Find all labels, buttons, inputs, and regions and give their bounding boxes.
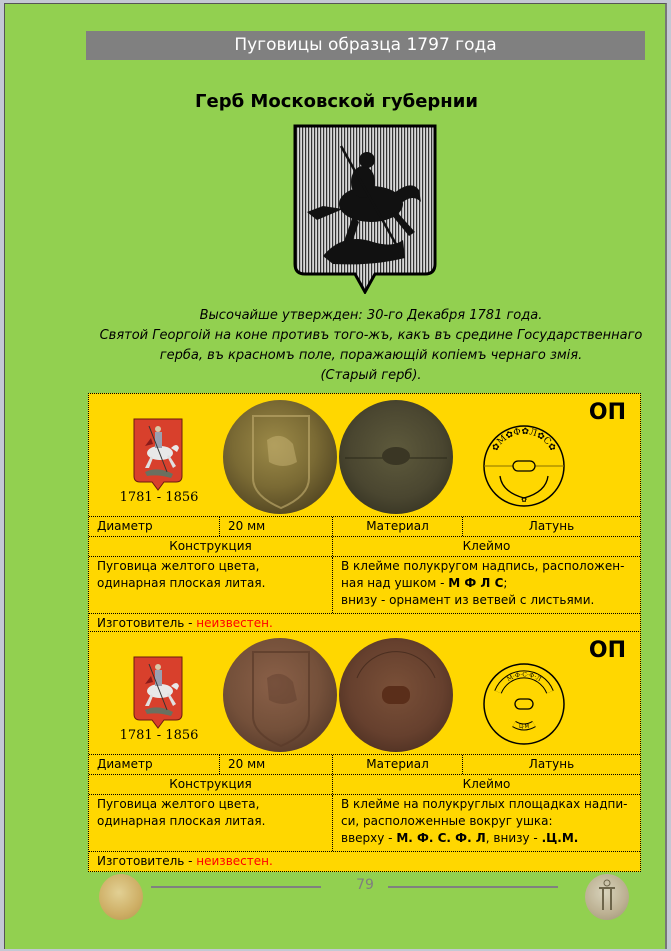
svg-text:М·Ф·С·Ф·Л: М·Ф·С·Ф·Л <box>505 671 543 683</box>
mark-description <box>333 557 640 613</box>
obverse-relief-icon <box>223 400 337 514</box>
maker-row <box>89 852 640 871</box>
construction-label: Конструкция <box>89 537 333 556</box>
diameter-value: 20 мм <box>220 517 333 536</box>
mark-label: Клеймо <box>462 777 511 791</box>
material-label: Материал <box>333 755 463 774</box>
maker-info <box>89 852 640 871</box>
obverse-relief-icon <box>223 638 337 752</box>
mark-text: ; <box>503 576 508 590</box>
material-label: Материал <box>333 517 463 536</box>
section-title: Герб Московской губернии <box>195 91 478 112</box>
rarity-badge: ОП <box>588 400 626 425</box>
maker-value: неизвестен. <box>196 616 273 630</box>
small-moscow-emblem-icon <box>133 418 183 491</box>
moscow-coat-of-arms-image <box>293 124 437 294</box>
years-range: 1781 - 1856 <box>119 490 199 505</box>
mark-letters: .Ц.М. <box>541 831 579 845</box>
section-header-row <box>89 537 640 557</box>
mark-text: В клейме полукругом надпись, расположен-ная над ушком - <box>341 559 625 590</box>
button-card <box>88 393 641 634</box>
description-row <box>89 557 640 614</box>
hallmark-diagram <box>482 662 566 746</box>
caption-line: (Старый герб). <box>320 368 422 383</box>
card-images <box>89 394 640 517</box>
page <box>4 3 667 949</box>
mark-text: внизу - орнамент из ветвей с листьями. <box>341 593 595 607</box>
card-images <box>89 632 640 755</box>
footer-divider-left <box>151 886 321 888</box>
diameter-value: 20 мм <box>220 755 333 774</box>
description-row <box>89 795 640 852</box>
mark-text: вверху - <box>341 831 397 845</box>
footer-monogram-button-icon <box>585 874 629 920</box>
caption-line: герба, въ красномъ поле, поражающій копіемъ чернаго змія. <box>159 348 583 363</box>
construction-text: Пуговица желтого цвета, одинарная плоская литая. <box>89 557 333 613</box>
caption-line: Святой Георгоій на коне противъ того-жъ, какъ въ средине Государственнаго <box>99 328 643 343</box>
hallmark-diagram <box>482 424 566 508</box>
maker-label: Изготовитель - <box>97 854 197 868</box>
diameter-label: Диаметр <box>89 517 220 536</box>
construction-label: Конструкция <box>89 775 333 794</box>
footer-eagle-button-icon <box>99 874 143 920</box>
button-reverse-photo <box>339 638 453 752</box>
button-obverse-photo <box>223 638 337 752</box>
small-moscow-emblem-icon <box>133 656 183 729</box>
material-value: Латунь <box>528 519 575 533</box>
button-reverse-photo <box>339 400 453 514</box>
spec-row <box>89 517 640 537</box>
mark-description <box>333 795 640 851</box>
mark-letters: М. Ф. С. Ф. Л <box>396 831 486 845</box>
svg-text:✿: ✿ <box>521 496 527 504</box>
svg-text:✿М✿Ф✿Л✿С✿: ✿М✿Ф✿Л✿С✿ <box>490 426 558 454</box>
diameter-label: Диаметр <box>89 755 220 774</box>
monogram-p-icon <box>585 874 629 920</box>
mark-letters: М Ф Л С <box>448 576 504 590</box>
page-header-bar <box>86 31 645 60</box>
page-number: 79 <box>356 877 374 893</box>
maker-label: Изготовитель - <box>97 616 197 630</box>
spec-row <box>89 755 640 775</box>
button-obverse-photo <box>223 400 337 514</box>
mark-text: В клейме на полукруглых площадках надпи-си, расположенные вокруг ушка: <box>341 797 628 828</box>
material-value: Латунь <box>528 757 575 771</box>
rarity-badge: ОП <box>588 638 626 663</box>
years-range: 1781 - 1856 <box>119 728 199 743</box>
caption-line: Высочайше утвержден: 30-го Декабря 1781 года. <box>199 308 543 323</box>
shank-icon <box>339 400 453 514</box>
mark-text: , внизу - <box>485 831 542 845</box>
header-title: Пуговицы образца 1797 года <box>234 35 497 55</box>
svg-text:Ц·М: Ц·М <box>519 724 529 730</box>
shank-icon <box>339 638 453 752</box>
maker-value: неизвестен. <box>196 854 273 868</box>
button-card <box>88 631 641 872</box>
section-header-row <box>89 775 640 795</box>
footer-divider-right <box>388 886 558 888</box>
mark-label: Клеймо <box>462 539 511 553</box>
construction-text: Пуговица желтого цвета, одинарная плоская литая. <box>89 795 333 851</box>
coat-of-arms-caption <box>91 306 651 386</box>
